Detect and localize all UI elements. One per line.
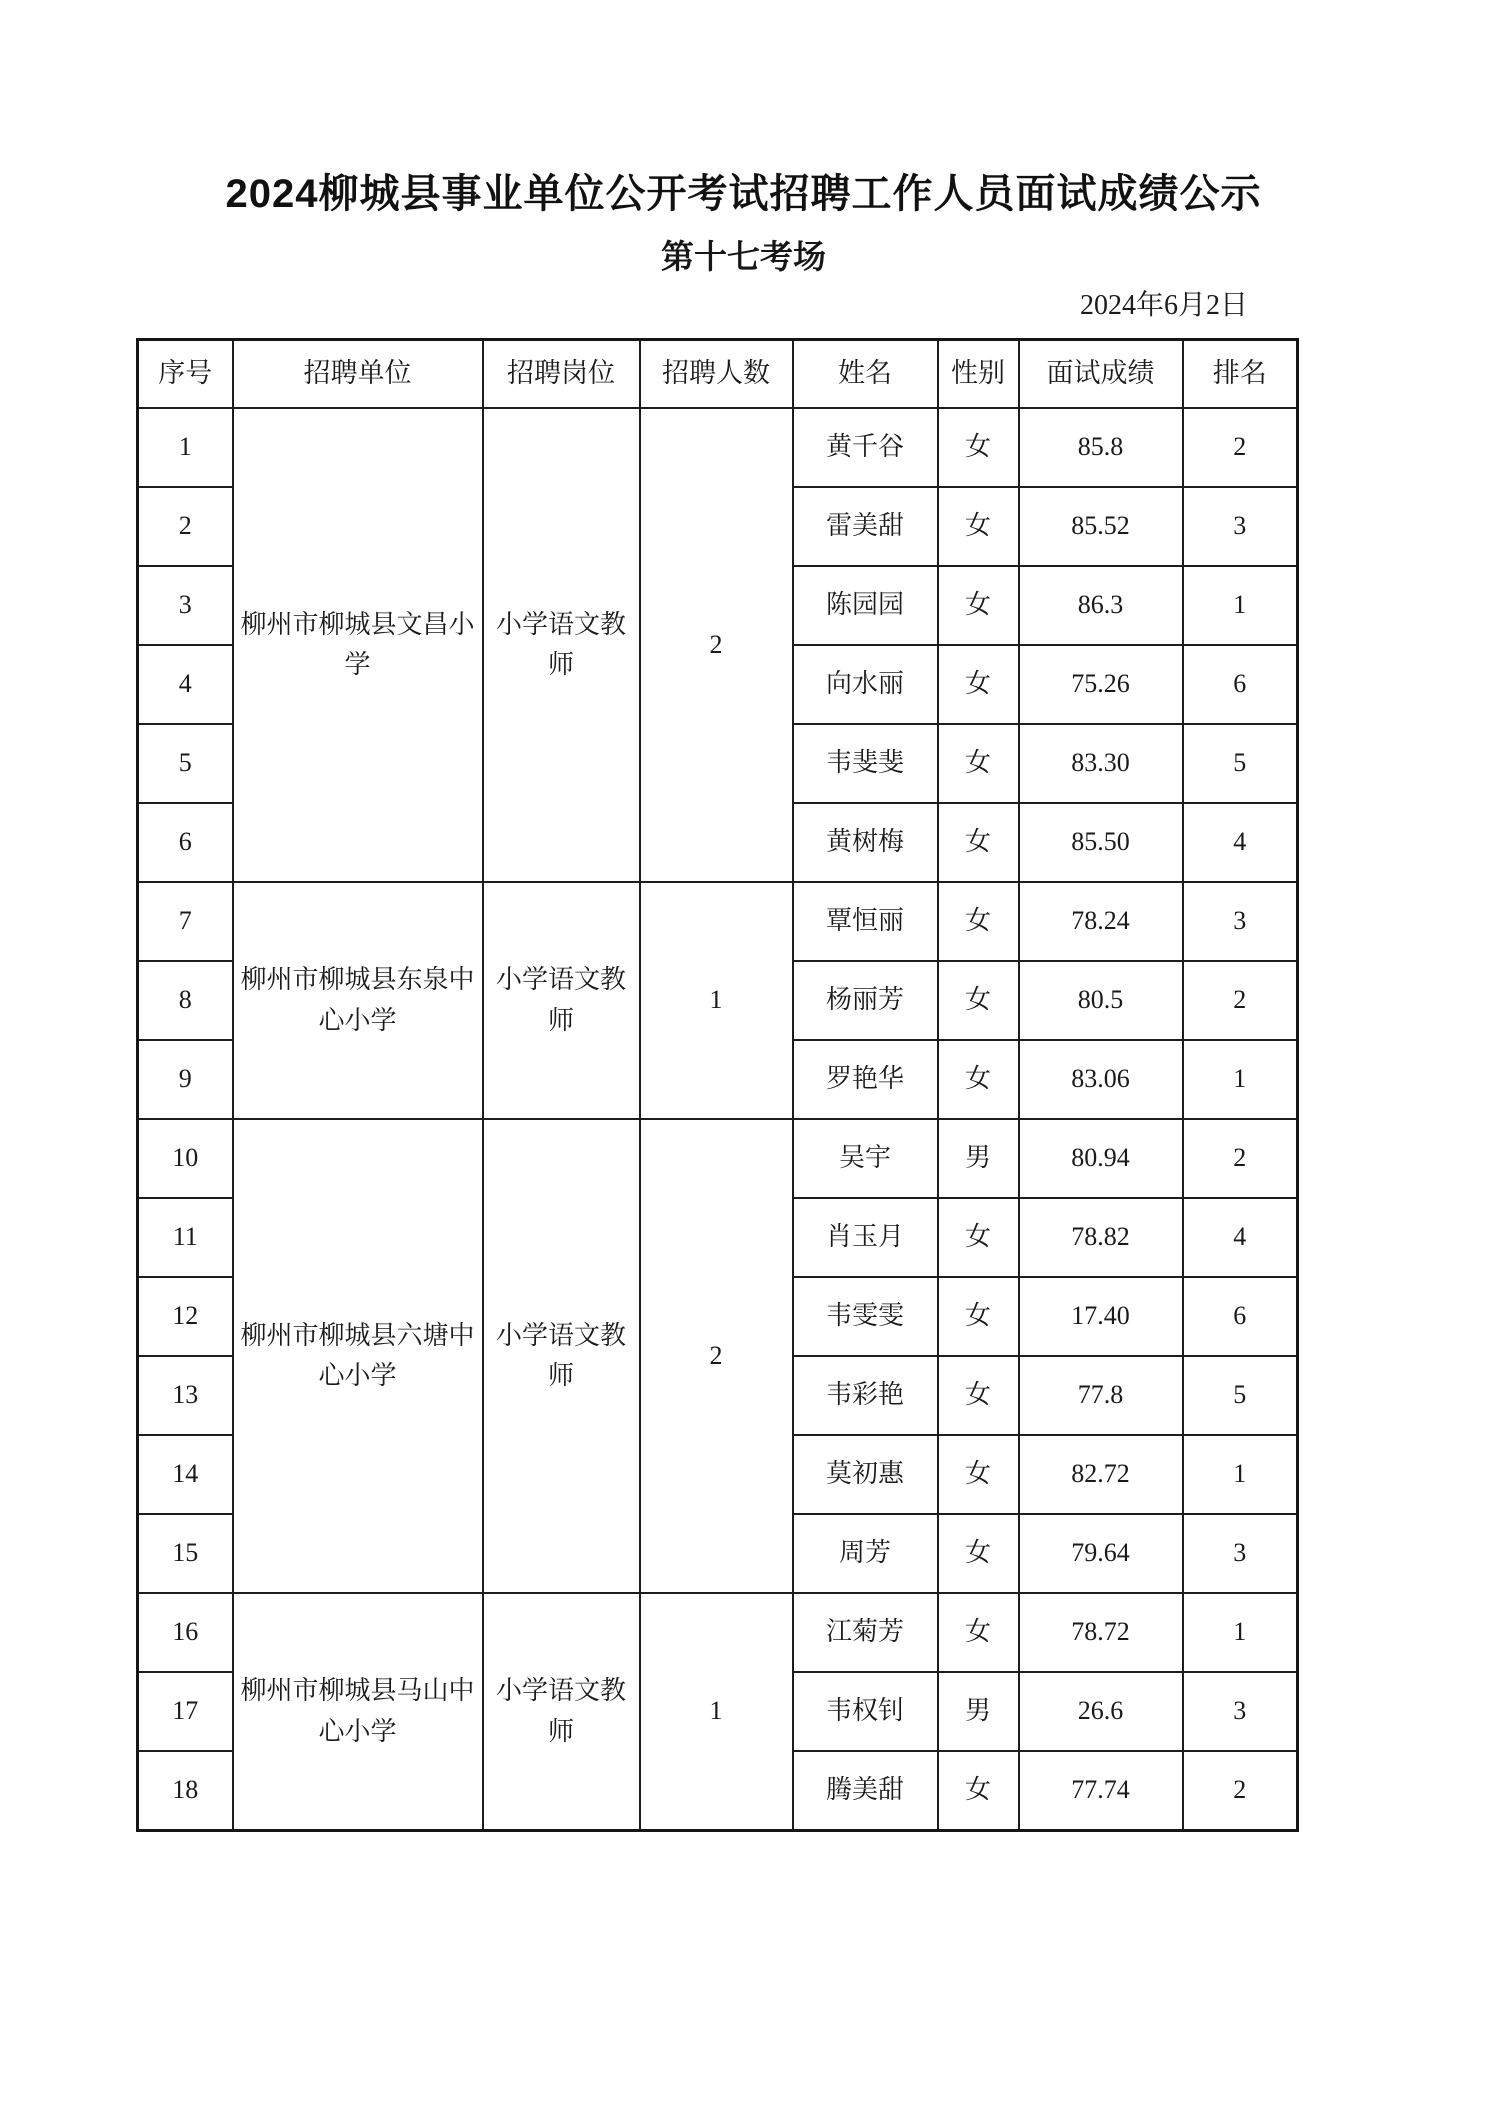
date-label: 2024年6月2日 xyxy=(1079,290,1248,321)
cell-name: 黄千谷 xyxy=(793,408,938,487)
cell-serial: 7 xyxy=(138,882,233,961)
cell-serial: 4 xyxy=(138,645,233,724)
cell-unit: 柳州市柳城县东泉中心小学 xyxy=(233,882,483,1119)
cell-serial: 12 xyxy=(138,1277,233,1356)
cell-serial: 16 xyxy=(138,1593,233,1672)
cell-serial: 1 xyxy=(138,408,233,487)
cell-name: 雷美甜 xyxy=(793,487,938,566)
cell-rank: 3 xyxy=(1183,1672,1298,1751)
cell-gender: 女 xyxy=(938,1435,1019,1514)
cell-rank: 4 xyxy=(1183,1198,1298,1277)
col-header-rank: 排名 xyxy=(1183,340,1298,409)
cell-position: 小学语文教师 xyxy=(483,408,640,882)
cell-gender: 女 xyxy=(938,882,1019,961)
cell-name: 韦彩艳 xyxy=(793,1356,938,1435)
cell-score: 77.74 xyxy=(1019,1751,1183,1831)
col-header-score: 面试成绩 xyxy=(1019,340,1183,409)
cell-serial: 8 xyxy=(138,961,233,1040)
cell-name: 莫初惠 xyxy=(793,1435,938,1514)
cell-serial: 5 xyxy=(138,724,233,803)
cell-gender: 男 xyxy=(938,1119,1019,1198)
cell-score: 85.52 xyxy=(1019,487,1183,566)
cell-name: 韦权钊 xyxy=(793,1672,938,1751)
col-header-position: 招聘岗位 xyxy=(483,340,640,409)
cell-score: 78.82 xyxy=(1019,1198,1183,1277)
cell-name: 江菊芳 xyxy=(793,1593,938,1672)
cell-name: 向水丽 xyxy=(793,645,938,724)
cell-rank: 4 xyxy=(1183,803,1298,882)
cell-unit: 柳州市柳城县马山中心小学 xyxy=(233,1593,483,1831)
cell-rank: 5 xyxy=(1183,724,1298,803)
cell-serial: 14 xyxy=(138,1435,233,1514)
cell-gender: 女 xyxy=(938,1356,1019,1435)
col-header-unit: 招聘单位 xyxy=(233,340,483,409)
cell-rank: 6 xyxy=(1183,645,1298,724)
cell-name: 覃恒丽 xyxy=(793,882,938,961)
cell-serial: 6 xyxy=(138,803,233,882)
col-header-name: 姓名 xyxy=(793,340,938,409)
table-row xyxy=(138,1593,1298,1672)
cell-serial: 3 xyxy=(138,566,233,645)
cell-score: 78.72 xyxy=(1019,1593,1183,1672)
cell-gender: 女 xyxy=(938,1514,1019,1593)
cell-name: 韦斐斐 xyxy=(793,724,938,803)
cell-headcount: 1 xyxy=(640,882,793,1119)
cell-rank: 2 xyxy=(1183,961,1298,1040)
table-row xyxy=(138,1119,1298,1198)
cell-rank: 1 xyxy=(1183,1040,1298,1119)
cell-name: 杨丽芳 xyxy=(793,961,938,1040)
cell-score: 83.06 xyxy=(1019,1040,1183,1119)
cell-score: 78.24 xyxy=(1019,882,1183,961)
cell-score: 17.40 xyxy=(1019,1277,1183,1356)
table-row xyxy=(138,882,1298,961)
cell-score: 75.26 xyxy=(1019,645,1183,724)
cell-rank: 3 xyxy=(1183,487,1298,566)
cell-gender: 女 xyxy=(938,1751,1019,1831)
cell-unit: 柳州市柳城县六塘中心小学 xyxy=(233,1119,483,1593)
cell-rank: 5 xyxy=(1183,1356,1298,1435)
cell-rank: 2 xyxy=(1183,1751,1298,1831)
cell-name: 腾美甜 xyxy=(793,1751,938,1831)
col-header-gender: 性别 xyxy=(938,340,1019,409)
page-title: 2024柳城县事业单位公开考试招聘工作人员面试成绩公示 xyxy=(225,172,1262,216)
cell-rank: 6 xyxy=(1183,1277,1298,1356)
cell-score: 80.5 xyxy=(1019,961,1183,1040)
cell-score: 77.8 xyxy=(1019,1356,1183,1435)
cell-rank: 3 xyxy=(1183,1514,1298,1593)
cell-serial: 18 xyxy=(138,1751,233,1831)
cell-rank: 1 xyxy=(1183,1593,1298,1672)
cell-gender: 女 xyxy=(938,408,1019,487)
cell-score: 83.30 xyxy=(1019,724,1183,803)
col-header-headcount: 招聘人数 xyxy=(640,340,793,409)
cell-serial: 15 xyxy=(138,1514,233,1593)
cell-position: 小学语文教师 xyxy=(483,882,640,1119)
cell-name: 肖玉月 xyxy=(793,1198,938,1277)
cell-gender: 女 xyxy=(938,645,1019,724)
cell-gender: 男 xyxy=(938,1672,1019,1751)
cell-score: 80.94 xyxy=(1019,1119,1183,1198)
cell-serial: 17 xyxy=(138,1672,233,1751)
cell-rank: 1 xyxy=(1183,1435,1298,1514)
cell-score: 85.8 xyxy=(1019,408,1183,487)
cell-rank: 1 xyxy=(1183,566,1298,645)
header-row xyxy=(138,340,1298,409)
cell-serial: 11 xyxy=(138,1198,233,1277)
cell-gender: 女 xyxy=(938,961,1019,1040)
cell-headcount: 2 xyxy=(640,408,793,882)
cell-name: 黄树梅 xyxy=(793,803,938,882)
cell-rank: 2 xyxy=(1183,408,1298,487)
cell-gender: 女 xyxy=(938,487,1019,566)
cell-score: 86.3 xyxy=(1019,566,1183,645)
cell-score: 82.72 xyxy=(1019,1435,1183,1514)
page-subtitle: 第十七考场 xyxy=(661,238,826,275)
cell-gender: 女 xyxy=(938,1040,1019,1119)
cell-serial: 10 xyxy=(138,1119,233,1198)
cell-serial: 9 xyxy=(138,1040,233,1119)
cell-headcount: 2 xyxy=(640,1119,793,1593)
interview-score-table xyxy=(136,338,1299,1832)
cell-score: 79.64 xyxy=(1019,1514,1183,1593)
cell-serial: 13 xyxy=(138,1356,233,1435)
cell-headcount: 1 xyxy=(640,1593,793,1831)
cell-name: 陈园园 xyxy=(793,566,938,645)
cell-unit: 柳州市柳城县文昌小学 xyxy=(233,408,483,882)
cell-gender: 女 xyxy=(938,1277,1019,1356)
table-row xyxy=(138,408,1298,487)
cell-gender: 女 xyxy=(938,1198,1019,1277)
cell-position: 小学语文教师 xyxy=(483,1593,640,1831)
cell-serial: 2 xyxy=(138,487,233,566)
cell-name: 周芳 xyxy=(793,1514,938,1593)
cell-name: 韦雯雯 xyxy=(793,1277,938,1356)
cell-rank: 3 xyxy=(1183,882,1298,961)
cell-position: 小学语文教师 xyxy=(483,1119,640,1593)
cell-gender: 女 xyxy=(938,566,1019,645)
cell-gender: 女 xyxy=(938,724,1019,803)
cell-score: 26.6 xyxy=(1019,1672,1183,1751)
col-header-serial: 序号 xyxy=(138,340,233,409)
cell-rank: 2 xyxy=(1183,1119,1298,1198)
cell-score: 85.50 xyxy=(1019,803,1183,882)
cell-gender: 女 xyxy=(938,1593,1019,1672)
cell-gender: 女 xyxy=(938,803,1019,882)
cell-name: 吴宇 xyxy=(793,1119,938,1198)
table-body xyxy=(138,408,1298,1831)
cell-name: 罗艳华 xyxy=(793,1040,938,1119)
